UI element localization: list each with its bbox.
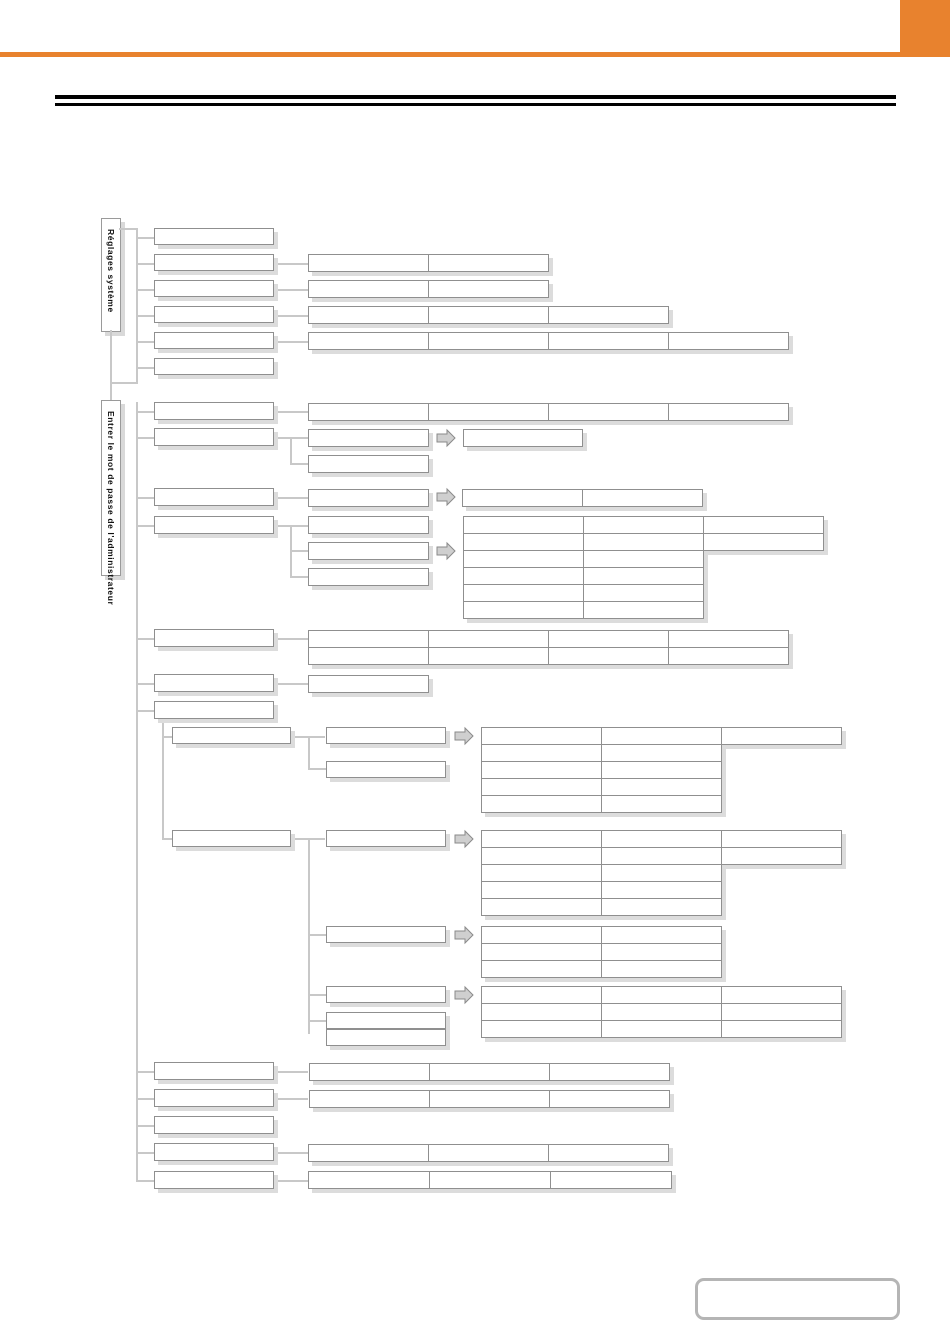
right-arrow-icon	[455, 831, 473, 847]
right-arrow-icon	[437, 430, 455, 446]
navigation-button[interactable]	[695, 1278, 900, 1320]
right-arrow-icon	[437, 489, 455, 505]
right-arrow-icon	[455, 987, 473, 1003]
right-arrow-icon	[437, 543, 455, 559]
right-arrow-icon	[455, 927, 473, 943]
section-label-text: Entrer le mot de passe de l'administrateur	[106, 411, 116, 606]
right-arrow-icon	[455, 728, 473, 744]
section-label-text: Réglages système	[106, 229, 116, 313]
